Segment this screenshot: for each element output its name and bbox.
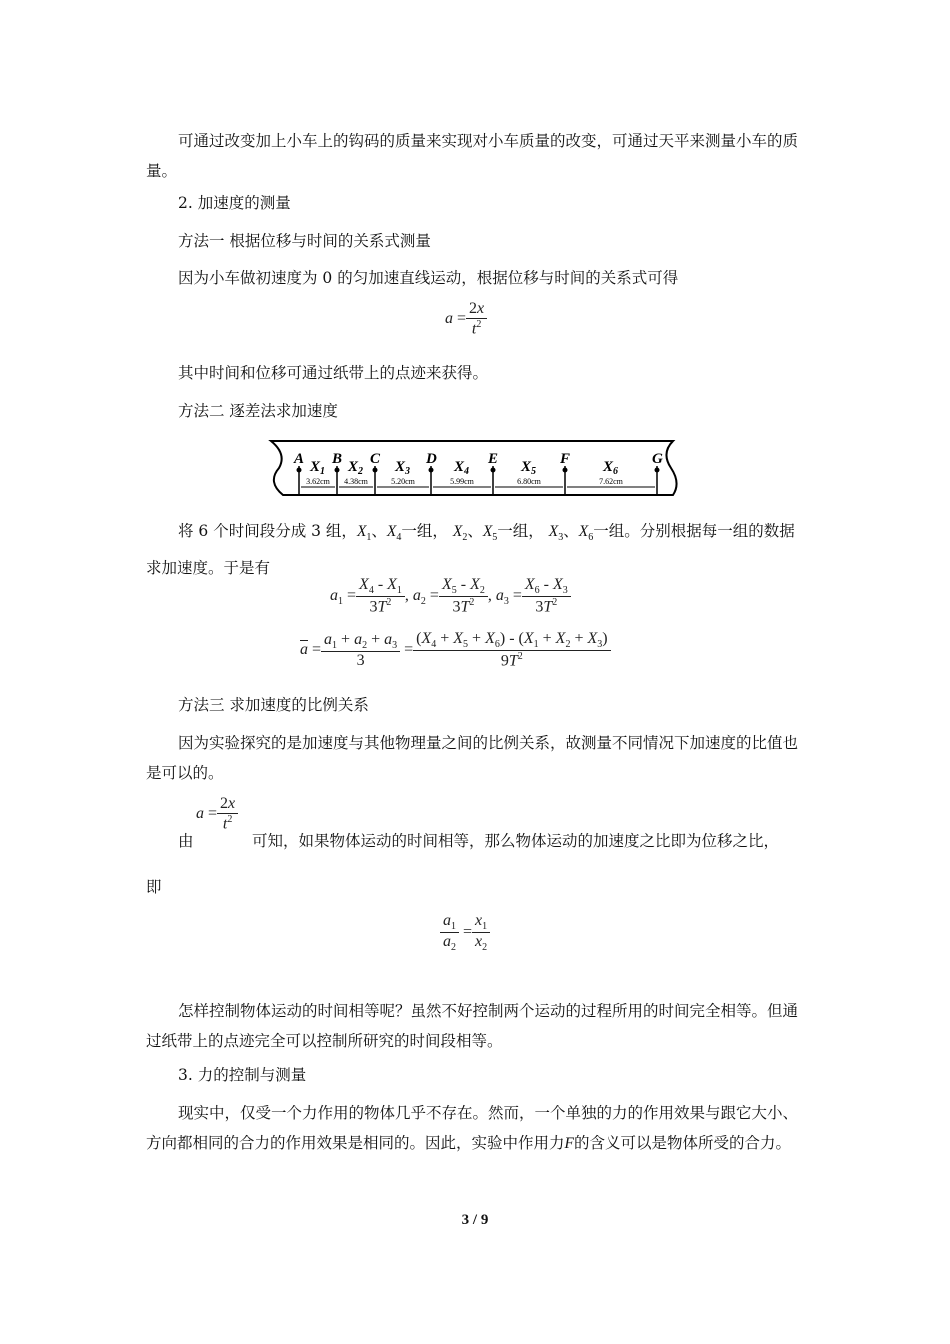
tape-distance-X6: 7.62cm [599,477,623,486]
text-ratio-conclusion: 可知，如果物体运动的时间相等，那么物体运动的加速度之比即为位移之比， [252,832,780,850]
tape-dot-C [373,468,378,473]
text-ji: 即 [146,878,162,896]
tape-distance-X5: 6.80cm [517,477,541,486]
heading-acceleration-measurement: 2. 加速度的测量 [178,194,291,212]
formula-a1-a2-a3: $a_1$ = $\frac{X_4 - X_1}{3T^2}$ , $a_2$ = $\frac{X_5 - X_2}{3T^2}$ , $a_3$ = $\frac{X_6 - X_3}{3T^2}$ [330,576,571,617]
tape-segment-X4: $X_4$ [454,459,470,477]
tape-dot-B [335,468,340,473]
tape-distance-X2: 4.38cm [344,477,368,486]
tape-point-A: A [294,451,305,467]
tape-point-C: C [370,451,381,467]
tape-segment-X6: $X_6$ [603,459,619,477]
para-ratio: 因为实验探究的是加速度与其他物理量之间的比例关系，故测量不同情况下加速度的比值也是可以的。 [146,734,799,782]
tape-point-E: E [488,451,499,467]
heading-force-control: 3. 力的控制与测量 [178,1066,307,1084]
tape-segment-X1: $X_1$ [310,459,326,477]
tape-dot-D [429,468,434,473]
tape-dot-G [655,468,660,473]
tape-point-G: G [652,451,663,467]
formula-ratio: $\frac{a_1}{a_2}$ = $\frac{x_1}{x_2}$ [440,912,490,953]
tape-segment-X2: $X_2$ [348,459,364,477]
para-time-control: 怎样控制物体运动的时间相等呢？虽然不好控制两个运动的过程所用的时间完全相等。但通过纸带上的点迹完全可以控制所研究的时间段相等。 [146,1002,799,1050]
para-net-force: 现实中，仅受一个力作用的物体几乎不存在。然而，一个单独的力的作用效果与跟它大小、方向都相同的合力的作用效果是相同的。因此，实验中作用力F的含义可以是物体所受的合力。 [146,1104,799,1152]
paper-tape-diagram [265,438,685,498]
text-you: 由 [178,832,194,850]
tape-point-B: B [332,451,343,467]
formula-a-2x-t2: a = $\frac{2x}{t^2}$ [445,300,487,338]
page-number: 3 / 9 [461,1212,489,1228]
tape-point-F: F [560,451,571,467]
para-tape-points: 其中时间和位移可通过纸带上的点迹来获得。 [178,364,489,382]
para-method-one: 因为小车做初速度为 0 的匀加速直线运动，根据位移与时间的关系式可得 [178,269,679,287]
tape-distance-X1: 3.62cm [306,477,330,486]
tape-distance-X4: 5.99cm [450,477,474,486]
tape-dot-A [297,468,302,473]
tape-segment-X3: $X_3$ [395,459,411,477]
formula-average-a: $\overline{a}$ = $\frac{a_1 + a_2 + a_3}{3}$ = $\frac{(X_4 + X_5 + X_6) - (X_1 + X_2 + X_3)}{9T^2}$ [300,630,611,671]
method-two-title: 方法二 逐差法求加速度 [178,402,338,420]
tape-distance-X3: 5.20cm [391,477,415,486]
tape-dot-E [491,468,496,473]
method-one-title: 方法一 根据位移与时间的关系式测量 [178,232,431,250]
tape-point-D: D [426,451,437,467]
para-groups: 将 6 个时间段分成 3 组，$X_1$、$X_4$一组， $X_2$、$X_5$一组， $X_3$、$X_6$一组。分别根据每一组的数据求加速度。于是有 [146,522,795,578]
formula-a-2x-t2-inline: a = $\frac{2x}{t^2}$ [196,795,238,833]
para-car-mass: 可通过改变加上小车上的钩码的质量来实现对小车质量的改变，可通过天平来测量小车的质量。 [146,132,799,180]
groups-intro: 将 6 个时间段分成 3 组， [178,522,357,540]
tape-dot-F [563,468,568,473]
method-three-title: 方法三 求加速度的比例关系 [178,696,369,714]
tape-segment-X5: $X_5$ [521,459,537,477]
